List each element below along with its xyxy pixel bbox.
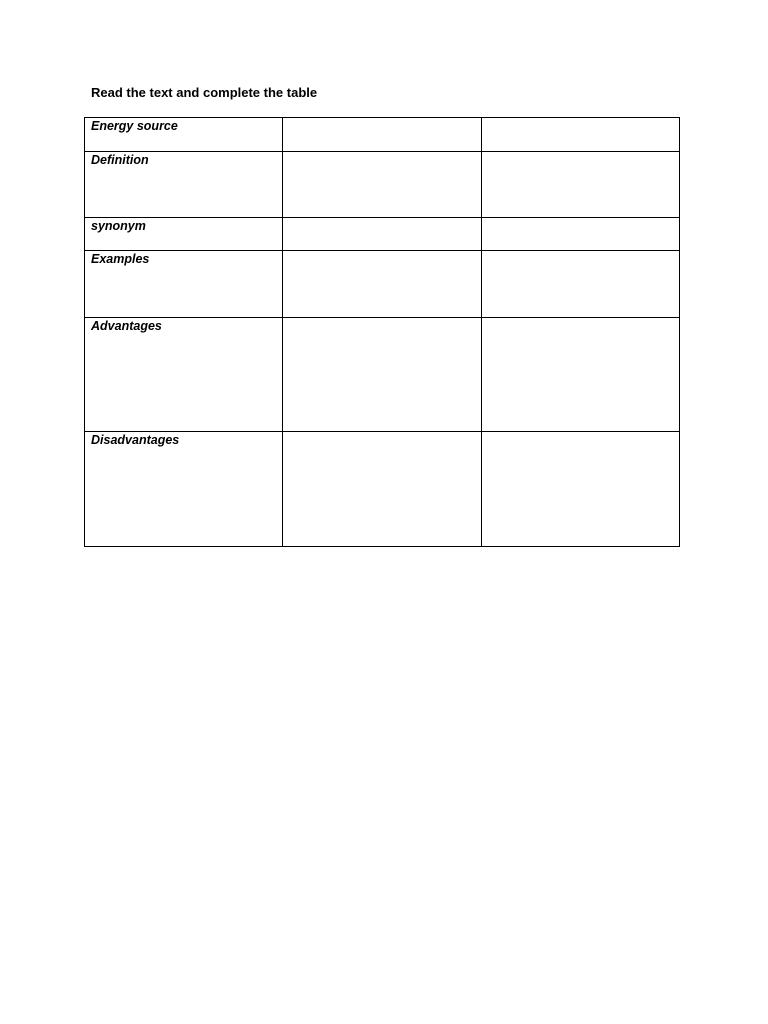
row-label-cell	[85, 318, 283, 432]
row-label-cell	[85, 152, 283, 218]
table-row-examples	[85, 251, 680, 318]
answer-cell[interactable]	[482, 432, 680, 547]
row-label-cell	[85, 432, 283, 547]
answer-cell[interactable]	[482, 218, 680, 251]
row-label: Definition	[91, 153, 149, 167]
answer-cell[interactable]	[283, 432, 482, 547]
row-label-cell	[85, 218, 283, 251]
answer-cell[interactable]	[283, 318, 482, 432]
worksheet-table	[84, 117, 680, 547]
instruction-heading: Read the text and complete the table	[91, 85, 318, 100]
answer-cell[interactable]	[482, 318, 680, 432]
answer-cell[interactable]	[283, 218, 482, 251]
row-label-cell	[85, 251, 283, 318]
answer-cell[interactable]	[283, 152, 482, 218]
row-label: Energy source	[91, 119, 178, 133]
table-row-disadvantages	[85, 432, 680, 547]
answer-cell[interactable]	[283, 118, 482, 152]
table-row-definition	[85, 152, 680, 218]
answer-cell[interactable]	[283, 251, 482, 318]
answer-cell[interactable]	[482, 118, 680, 152]
table-row-energy-source	[85, 118, 680, 152]
table-row-advantages	[85, 318, 680, 432]
answer-cell[interactable]	[482, 152, 680, 218]
row-label: Disadvantages	[91, 433, 180, 447]
answer-cell[interactable]	[482, 251, 680, 318]
row-label: Advantages	[91, 319, 162, 333]
row-label: synonym	[91, 219, 146, 233]
row-label: Examples	[91, 252, 150, 266]
table-row-synonym	[85, 218, 680, 251]
row-label-cell	[85, 118, 283, 152]
